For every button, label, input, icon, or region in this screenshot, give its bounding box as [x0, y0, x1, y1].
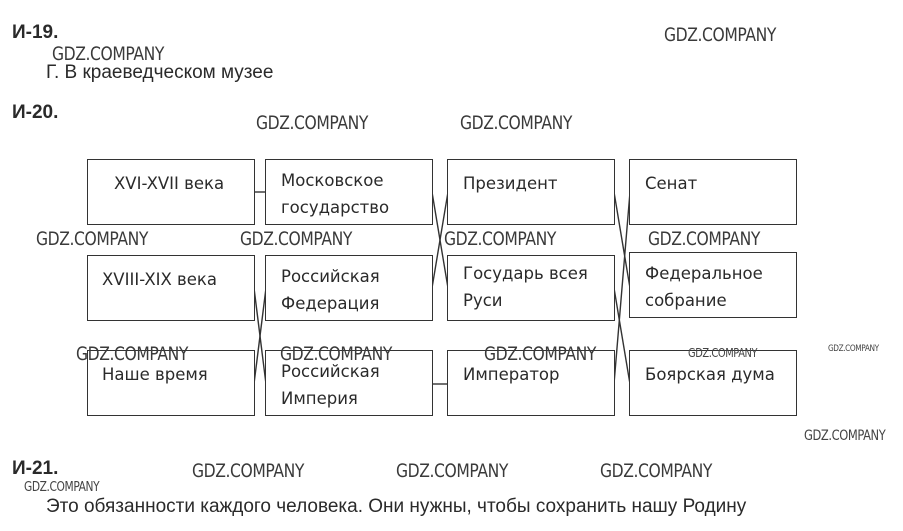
watermark: GDZ.COMPANY [804, 428, 886, 444]
era-box-16-17 [87, 159, 255, 225]
state-label: Российская Федерация [281, 267, 380, 313]
council-label: Федеральное собрание [645, 264, 763, 310]
era-box-18-19 [87, 255, 255, 321]
watermark: GDZ.COMPANY [52, 43, 165, 65]
era-label: XVI-XVII века [114, 174, 225, 193]
task-i19-answer: Г. В краеведческом музее [46, 62, 274, 83]
council-label: Сенат [645, 174, 698, 193]
task-i21-answer: Это обязанности каждого человека. Они нужны, чтобы сохранить нашу Родину [46, 496, 747, 517]
watermark: GDZ.COMPANY [828, 344, 879, 354]
watermark: GDZ.COMPANY [396, 460, 509, 482]
watermark: GDZ.COMPANY [280, 343, 393, 365]
task-i19-heading: И-19. [12, 22, 59, 43]
ruler-box-president [447, 159, 615, 225]
watermark: GDZ.COMPANY [460, 112, 573, 134]
ruler-label: Президент [463, 174, 558, 193]
ruler-label: Император [463, 365, 560, 384]
task-i21-heading: И-21. [12, 458, 59, 479]
era-label: Наше время [102, 365, 208, 384]
council-box-senate [629, 159, 797, 225]
state-label: Российская Империя [281, 362, 380, 408]
watermark: GDZ.COMPANY [24, 480, 100, 495]
watermark: GDZ.COMPANY [444, 228, 557, 250]
ruler-label: Государь всея Руси [463, 264, 588, 310]
watermark: GDZ.COMPANY [36, 228, 149, 250]
watermark: GDZ.COMPANY [688, 346, 758, 360]
state-box-moscow [265, 159, 433, 225]
link-line [614, 288, 630, 384]
watermark: GDZ.COMPANY [76, 343, 189, 365]
era-label: XVIII-XIX века [102, 270, 217, 289]
council-label: Боярская дума [645, 365, 775, 384]
watermark: GDZ.COMPANY [192, 460, 305, 482]
watermark: GDZ.COMPANY [664, 24, 777, 46]
ruler-box-sovereign [447, 255, 615, 321]
watermark: GDZ.COMPANY [240, 228, 353, 250]
state-label: Московское государство [281, 171, 390, 217]
council-box-federal-assembly [629, 252, 797, 318]
watermark: GDZ.COMPANY [648, 228, 761, 250]
task-i20-heading: И-20. [12, 102, 59, 123]
state-box-federation [265, 255, 433, 321]
link-line [614, 192, 630, 288]
watermark: GDZ.COMPANY [256, 112, 369, 134]
watermark: GDZ.COMPANY [600, 460, 713, 482]
watermark: GDZ.COMPANY [484, 343, 597, 365]
link-line [614, 192, 630, 384]
